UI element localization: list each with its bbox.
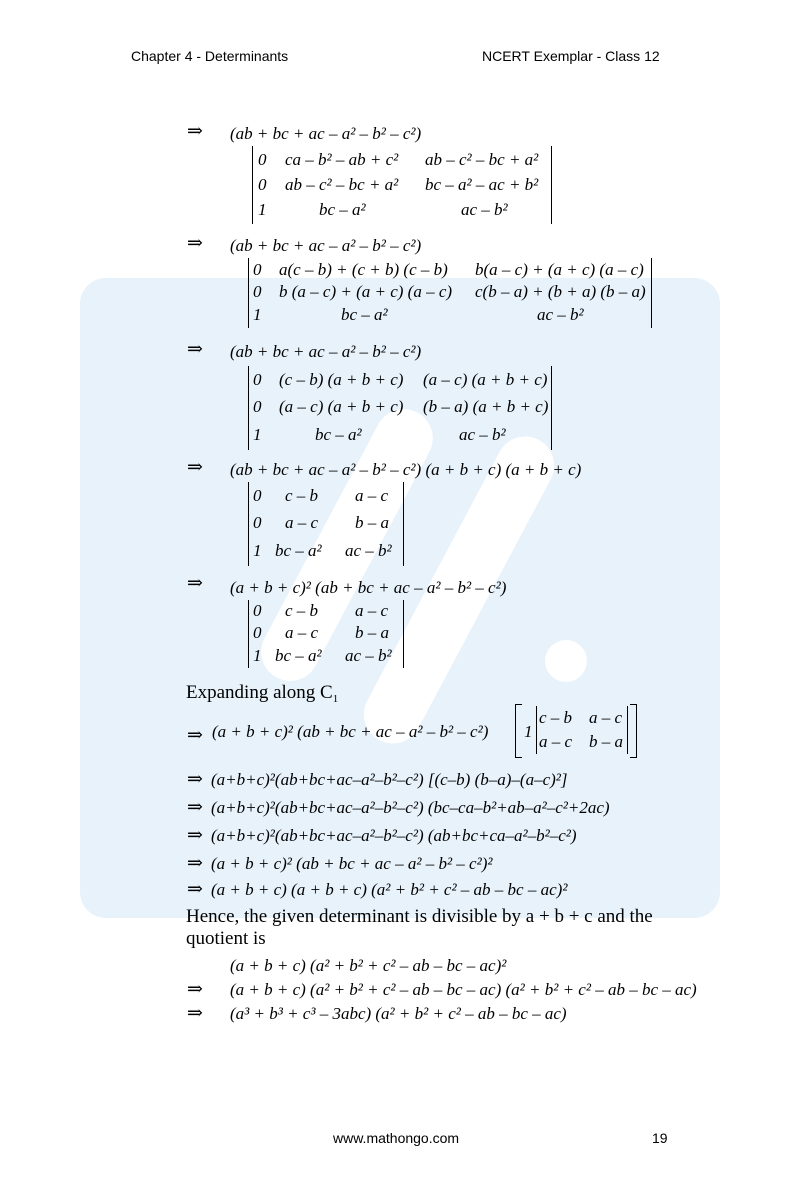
det-cell: ab – c² – bc + a² (285, 175, 399, 194)
implies-arrow: ⇒ (187, 853, 203, 874)
det-cell: ab – c² – bc + a² (425, 150, 539, 169)
det-cell: a – c (355, 601, 389, 620)
implies-arrow: ⇒ (187, 797, 203, 818)
det-cell: (c – b) (a + b + c) (279, 370, 404, 389)
chain-line: (a + b + c)² (ab + bc + ac – a² – b² – c²)² (211, 854, 493, 873)
det-cell: c – b (539, 708, 573, 727)
det-cell: 1 (253, 305, 262, 324)
final-line: (a + b + c) (a² + b² + c² – ab – bc – ac) (a² + b² + c² – ab – bc – ac) (230, 980, 697, 999)
det-cell: c – b (285, 486, 319, 505)
minor-determinant (536, 706, 628, 754)
expanding-text: Expanding along C (186, 682, 333, 703)
det-cell: 0 (253, 370, 262, 389)
implies-arrow: ⇒ (187, 769, 203, 790)
det-cell: b – a (355, 513, 389, 532)
det-cell: b(a – c) + (a + c) (a – c) (475, 260, 644, 279)
det-cell: a(c – b) + (c + b) (c – b) (279, 260, 448, 279)
book-title: NCERT Exemplar - Class 12 (482, 48, 660, 64)
implies-arrow: ⇒ (187, 233, 203, 254)
det-cell: 0 (253, 486, 262, 505)
det-cell: a – c (355, 486, 389, 505)
det-cell: ca – b² – ab + c² (285, 150, 399, 169)
det-cell: ac – b² (345, 541, 392, 560)
det-cell: a – c (539, 732, 573, 751)
bracket-open (515, 704, 522, 758)
det-cell: b – a (355, 623, 389, 642)
implies-arrow: ⇒ (187, 339, 203, 360)
factor-expression: (ab + bc + ac – a² – b² – c²) (a + b + c) (a + b + c) (230, 460, 582, 479)
implies-arrow: ⇒ (187, 825, 203, 846)
determinant-4 (248, 482, 404, 566)
conclusion-line-1: Hence, the given determinant is divisible by a + b + c and the (186, 906, 653, 927)
chain-line: (a+b+c)²(ab+bc+ac–a²–b²–c²) [(c–b) (b–a)–(a–c)²] (211, 770, 568, 789)
factor-expression: (ab + bc + ac – a² – b² – c²) (230, 342, 422, 361)
det-cell: a – c (285, 513, 319, 532)
det-cell: b – a (589, 732, 623, 751)
det-cell: ac – b² (345, 646, 392, 665)
det-cell: ac – b² (461, 200, 508, 219)
det-cell: 0 (253, 513, 262, 532)
det-cell: bc – a² (315, 425, 362, 444)
det-cell: (a – c) (a + b + c) (279, 397, 404, 416)
det-cell: 1 (253, 646, 262, 665)
determinant-1 (252, 146, 552, 224)
det-cell: bc – a² (341, 305, 388, 324)
implies-arrow: ⇒ (187, 1003, 203, 1024)
site-link[interactable]: www.mathongo.com (333, 1130, 460, 1146)
implies-arrow: ⇒ (187, 121, 203, 142)
det-cell: 0 (253, 260, 262, 279)
final-line: (a³ + b³ + c³ – 3abc) (a² + b² + c² – ab – bc – ac) (230, 1004, 567, 1023)
implies-arrow: ⇒ (187, 979, 203, 1000)
det-cell: 0 (258, 175, 267, 194)
determinant-3 (248, 366, 552, 450)
determinant-5 (248, 600, 404, 668)
det-cell: ac – b² (459, 425, 506, 444)
implies-arrow: ⇒ (187, 725, 203, 746)
det-cell: bc – a² (275, 541, 322, 560)
det-cell: c – b (285, 601, 319, 620)
expanding-label (186, 682, 338, 704)
det-cell: 0 (258, 150, 267, 169)
det-cell: c(b – a) + (b + a) (b – a) (475, 282, 646, 301)
det-cell: bc – a² – ac + b² (425, 175, 539, 194)
det-cell: 0 (253, 397, 262, 416)
det-cell: (a – c) (a + b + c) (423, 370, 548, 389)
minor-coefficient: 1 (524, 722, 533, 741)
final-line: (a + b + c) (a² + b² + c² – ab – bc – ac)² (230, 956, 507, 975)
factor-expression: (ab + bc + ac – a² – b² – c²) (230, 236, 422, 255)
det-cell: a – c (589, 708, 623, 727)
bracket-close (630, 704, 637, 758)
det-cell: bc – a² (319, 200, 366, 219)
conclusion-line-2: quotient is (186, 928, 266, 949)
det-cell: b (a – c) + (a + c) (a – c) (279, 282, 453, 301)
implies-arrow: ⇒ (187, 573, 203, 594)
implies-arrow: ⇒ (187, 457, 203, 478)
chain-line: (a+b+c)²(ab+bc+ac–a²–b²–c²) (bc–ca–b²+ab–a²–c²+2ac) (211, 798, 610, 817)
det-cell: 0 (253, 601, 262, 620)
factor-expression: (ab + bc + ac – a² – b² – c²) (230, 124, 422, 143)
factor-expression: (a + b + c)² (ab + bc + ac – a² – b² – c²) (230, 578, 507, 597)
det-cell: 0 (253, 623, 262, 642)
det-cell: ac – b² (537, 305, 584, 324)
chain-line: (a+b+c)²(ab+bc+ac–a²–b²–c²) (ab+bc+ca–a²–b²–c²) (211, 826, 577, 845)
implies-arrow: ⇒ (187, 879, 203, 900)
factor-expression: (a + b + c)² (ab + bc + ac – a² – b² – c²) (212, 722, 489, 741)
det-cell: 0 (253, 282, 262, 301)
page-number: 19 (652, 1130, 668, 1146)
chain-line: (a + b + c) (a + b + c) (a² + b² + c² – ab – bc – ac)² (211, 880, 568, 899)
expanding-subscript: 1 (332, 693, 339, 705)
det-cell: 1 (258, 200, 267, 219)
det-cell: (b – a) (a + b + c) (423, 397, 549, 416)
det-cell: a – c (285, 623, 319, 642)
det-cell: 1 (253, 425, 262, 444)
chapter-title: Chapter 4 - Determinants (131, 48, 289, 64)
det-cell: bc – a² (275, 646, 322, 665)
watermark-dot (545, 640, 587, 682)
det-cell: 1 (253, 541, 262, 560)
determinant-2 (248, 258, 652, 328)
